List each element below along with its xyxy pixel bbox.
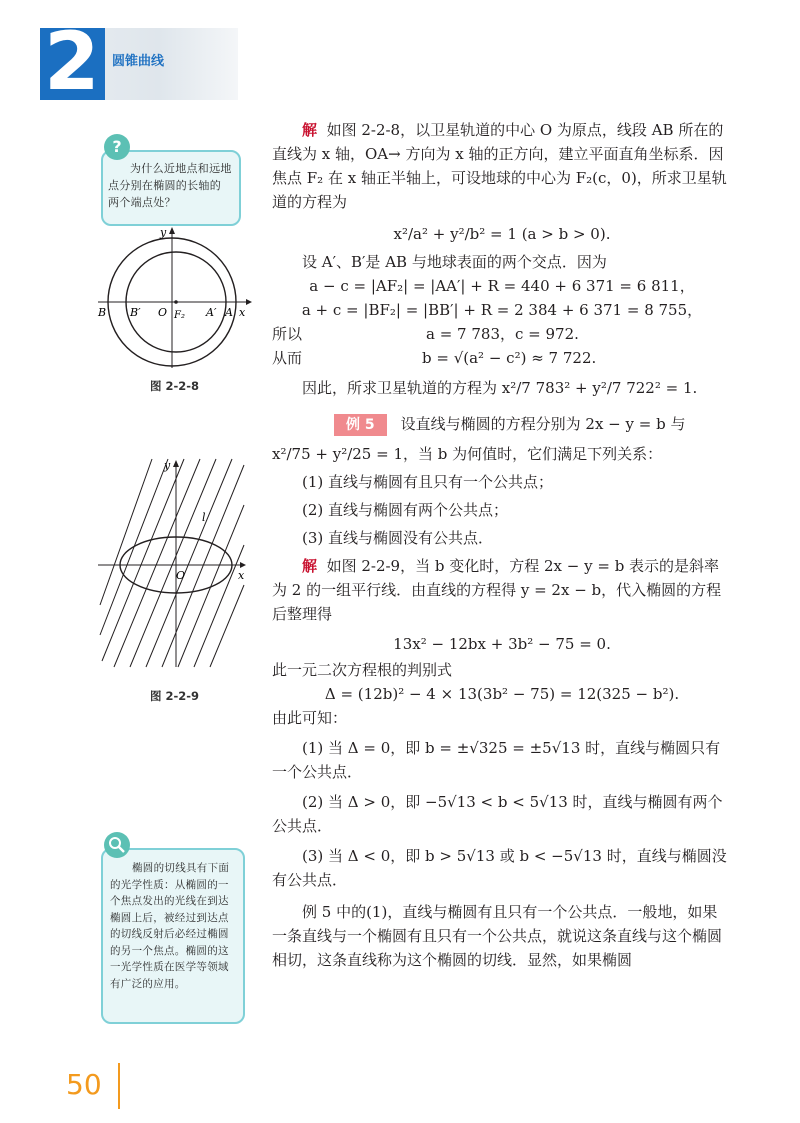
label-O: O	[176, 569, 186, 582]
figure-2-2-8	[96, 222, 256, 372]
chapter-title: 圆锥曲线	[112, 54, 165, 69]
equation-discriminant: Δ = (12b)² − 4 × 13(3b² − 75) = 12(325 − b²).	[324, 685, 680, 703]
label-y: y	[164, 459, 171, 472]
magnifier-icon	[104, 832, 130, 858]
label-x: x	[239, 306, 246, 319]
question-icon: ?	[104, 134, 130, 160]
example5-intro-cont: x²/75 + y²/25 = 1，当 b 为何值时，它们满足下列关系：	[272, 445, 663, 463]
label-l: l	[202, 511, 206, 524]
page-number-divider	[118, 1063, 120, 1109]
case-2: (2) 当 Δ > 0，即 −5√13 < b < 5√13 时，直线与椭圆有两个公共点．	[272, 793, 723, 835]
discriminant-intro: 此一元二次方程根的判别式	[272, 661, 453, 679]
x-axis-arrow	[240, 562, 246, 568]
label-y: y	[160, 226, 167, 239]
label-A: A	[225, 306, 233, 319]
figure-2-2-9	[96, 455, 256, 675]
result-a-c: 所以 a = 7 783，c = 972.	[272, 325, 579, 343]
equation-a-minus-c: a − c = |AF₂| = |AA′| + R = 440 + 6 371 = 6 811，	[309, 277, 695, 295]
hence-label: 由此可知：	[272, 709, 348, 727]
chapter-number: 2	[44, 15, 100, 108]
focus-point	[174, 300, 178, 304]
equation-orbit: x²/a² + y²/b² = 1 (a > b > 0).	[393, 225, 611, 243]
figure-2-2-8-caption: 图 2-2-8	[150, 379, 200, 393]
solution2-paragraph: 解 如图 2-2-9，当 b 变化时，方程 2x − y = b 表示的是斜率为 2 的一组平行线．由直线的方程得 y = 2x − b，代入椭圆的方程后整理得	[272, 557, 722, 623]
solution-keyword: 解	[302, 121, 318, 139]
example5-item-3: (3) 直线与椭圆没有公共点．	[302, 529, 494, 547]
label-x: x	[238, 569, 245, 582]
closing-paragraph: 例 5 中的(1)，直线与椭圆有且只有一个公共点．一般地，如果一条直线与一个椭圆有且只有一个公共点，就说这条直线与这个椭圆相切，这条直线称为这个椭圆的切线．显然，如果椭圆	[272, 903, 723, 969]
figure-2-2-9-caption: 图 2-2-9	[150, 689, 200, 703]
label-B: B	[98, 306, 107, 319]
case-3: (3) 当 Δ < 0，即 b > 5√13 或 b < −5√13 时，直线与椭圆没有公共点．	[272, 847, 727, 889]
x-axis-arrow	[246, 299, 252, 305]
side-note-explore-text: 椭圆的切线具有下面的光学性质：从椭圆的一个焦点发出的光线在到达椭圆上后，被经过到达点的切线反射后必经过椭圆的另一个焦点。椭圆的这一光学性质在医学等领域有广泛的应用。	[110, 862, 230, 990]
result-b: 从而 b = √(a² − c²) ≈ 7 722.	[272, 349, 597, 367]
solution1-paragraph: 解 如图 2-2-8，以卫星轨道的中心 O 为原点，线段 AB 所在的直线为 x 轴，OA→ 方向为 x 轴的正方向，建立平面直角坐标系．因焦点 F₂ 在 x 轴正半轴上，可设地球的中心为 F₂(c，0)，所求卫星轨道的方程为	[272, 121, 727, 211]
solution1-intersections: 设 A′、B′是 AB 与地球表面的两个交点．因为	[302, 253, 607, 271]
case-1: (1) 当 Δ = 0，即 b = ±√325 = ±5√13 时，直线与椭圆只有一个公共点．	[272, 739, 721, 781]
label-A-prime: A′	[206, 306, 217, 319]
equation-quadratic: 13x² − 12bx + 3b² − 75 = 0.	[393, 635, 611, 653]
example5-intro: 例 5 设直线与椭圆的方程分别为 2x − y = b 与	[272, 412, 732, 436]
example5-item-1: (1) 直线与椭圆有且只有一个公共点；	[302, 473, 554, 491]
parallel-lines	[100, 459, 244, 667]
equation-a-plus-c: a + c = |BF₂| = |BB′| + R = 2 384 + 6 371 = 8 755，	[301, 301, 703, 319]
y-axis-arrow	[169, 227, 175, 234]
y-axis-arrow	[173, 460, 179, 467]
example5-item-2: (2) 直线与椭圆有两个公共点；	[302, 501, 509, 519]
orbit-equation-conclusion: 因此，所求卫星轨道的方程为 x²/7 783² + y²/7 722² = 1.	[302, 379, 698, 397]
side-note-question-text: 为什么近地点和远地点分别在椭圆的长轴的两个端点处？	[108, 162, 232, 209]
page-number: 50	[66, 1068, 102, 1101]
label-O: O	[158, 306, 168, 319]
label-B-prime: B′	[130, 306, 141, 319]
example-badge: 例 5	[334, 414, 387, 436]
solution-keyword: 解	[302, 557, 318, 575]
main-content	[272, 118, 732, 972]
label-F2: F₂	[174, 310, 185, 321]
